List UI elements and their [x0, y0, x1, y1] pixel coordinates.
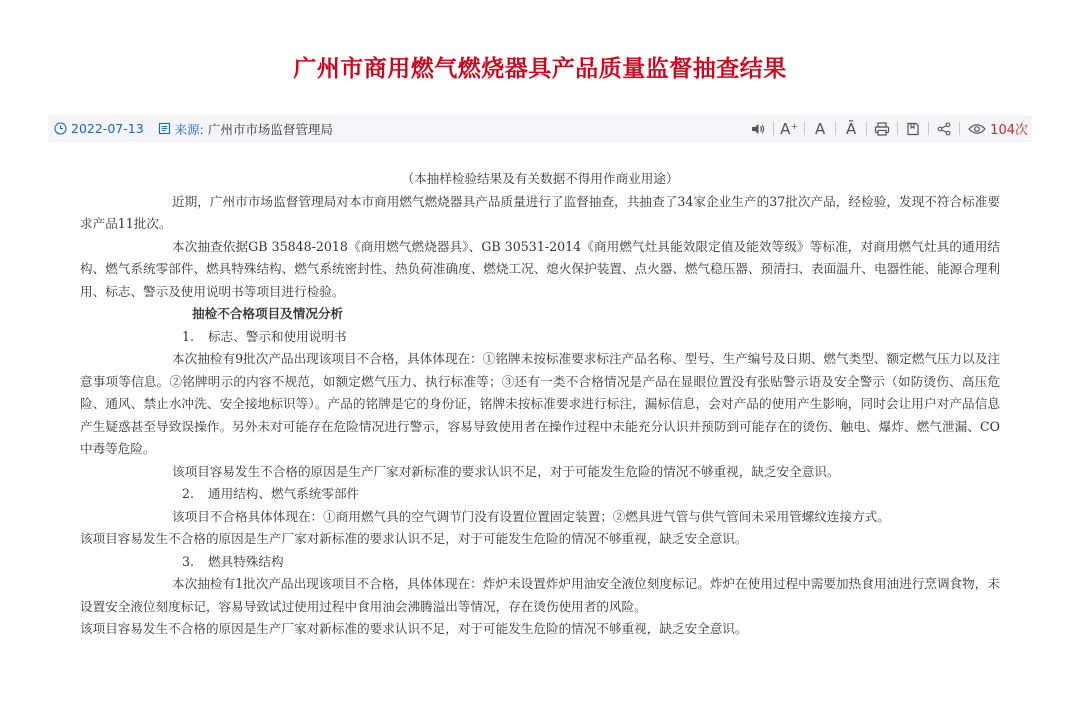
article-toolbar — [743, 115, 1032, 142]
paragraph-intro: 近期，广州市市场监督管理局对本市商用燃气燃烧器具产品质量进行了监督抽查，共抽查了34家企业生产的37批次产品，经检验，发现不符合标准要求产品11批次。 — [80, 193, 1000, 231]
print-icon — [874, 122, 890, 136]
share-icon — [936, 122, 952, 136]
article-body — [80, 168, 1000, 641]
section-heading: 抽检不合格项目及情况分析 — [192, 306, 344, 321]
view-count — [960, 119, 1032, 138]
bookmark-icon — [905, 122, 921, 136]
item-heading — [80, 326, 1000, 349]
item-paragraph: 该项目不合格具体体现在：①商用燃气具的空气调节门没有设置位置固定装置；②燃具进气管与供气管间未采用管螺纹连接方式。 — [172, 508, 890, 524]
publish-date: 2022-07-13 — [71, 121, 144, 136]
paragraph-basis: 本次抽查依据GB 35848-2018《商用燃气燃烧器具》、GB 30531-2014《商用燃气灶具能效限定值及能效等级》等标准，对商用燃气灶具的通用结构、燃气系统零部件、燃具特殊结构、燃气系统密封性、热负荷准确度、燃烧工况、熄火保护装置、点火器、燃气稳压器、预清扫、表面温升、电器性能、能源合理利用、标志、警示及使用说明书等项目进行检验。 — [80, 238, 1000, 299]
source-label: 来源: — [174, 121, 204, 137]
item-number: 1. — [182, 328, 195, 344]
item-heading — [80, 483, 1000, 506]
article-meta-bar — [48, 115, 1032, 142]
item-paragraph: 本次抽检有9批次产品出现该项目不合格，具体体现在：①铭牌未按标准要求标注产品名称、型号、生产编号及日期、燃气类型、额定燃气压力以及注意事项等信息。②铭牌明示的内容不规范，如额定燃气压力、执行标准等；③还有一类不合格情况是产品在显眼位置没有张贴警示语及安全警示（如防烫伤、高压危险、通风、禁止水冲洗、安全接地标识等）。产品的铭牌是它的身份证，铭牌未按标准要求进行标注，漏标信息，会对产品的使用产生影响，同时会让用户对产品信息产生疑惑甚至导致误操作。另外未对可能存在危险情况进行警示，容易导致使用者在操作过程中未能充分认识并预防到可能存在的烫伤、触电、爆炸、燃气泄漏、CO中毒等危险。 — [80, 351, 1000, 456]
font-normal-button[interactable]: A — [815, 119, 826, 138]
eye-icon — [968, 123, 986, 135]
item-paragraph: 该项目容易发生不合格的原因是生产厂家对新标准的要求认识不足，对于可能发生危险的情况不够重视，缺乏安全意识。 — [80, 531, 748, 546]
item-number: 2. — [182, 486, 195, 501]
share-button[interactable] — [929, 115, 959, 142]
source-link[interactable]: 广州市市场监督管理局 — [207, 121, 333, 137]
font-smaller-button[interactable]: Ā — [846, 119, 857, 138]
read-aloud-button[interactable] — [743, 115, 773, 142]
bookmark-button[interactable] — [898, 115, 928, 142]
font-larger-button[interactable]: A⁺ — [780, 119, 799, 138]
clock-icon — [54, 122, 67, 135]
item-paragraph: 本次抽检有1批次产品出现该项目不合格，具体体现在：炸炉未设置炸炉用油安全液位刻度标记。炸炉在使用过程中需要加热食用油进行烹调食物，未设置安全液位刻度标记，容易导致试过使用过程中食用油会沸腾溢出等情况，存在烫伤使用者的风险。 — [80, 576, 1000, 614]
item-paragraph: 该项目容易发生不合格的原因是生产厂家对新标准的要求认识不足，对于可能发生危险的情况不够重视，缺乏安全意识。 — [172, 463, 840, 479]
item-heading — [80, 551, 1000, 574]
item-paragraph: 该项目容易发生不合格的原因是生产厂家对新标准的要求认识不足，对于可能发生危险的情况不够重视，缺乏安全意识。 — [80, 621, 748, 636]
speaker-icon — [750, 122, 766, 136]
meta-info — [48, 120, 333, 138]
print-button[interactable] — [867, 115, 897, 142]
item-title: 燃具特殊结构 — [208, 553, 284, 569]
item-number: 3. — [182, 553, 195, 569]
item-title: 通用结构、燃气系统零部件 — [208, 486, 360, 501]
page-title: 广州市商用燃气燃烧器具产品质量监督抽查结果 — [293, 56, 787, 82]
view-count-value: 104次 — [990, 123, 1028, 138]
disclaimer: （本抽样检验结果及有关数据不得用作商业用途） — [401, 171, 679, 186]
document-icon — [158, 122, 171, 135]
item-title: 标志、警示和使用说明书 — [208, 328, 347, 344]
